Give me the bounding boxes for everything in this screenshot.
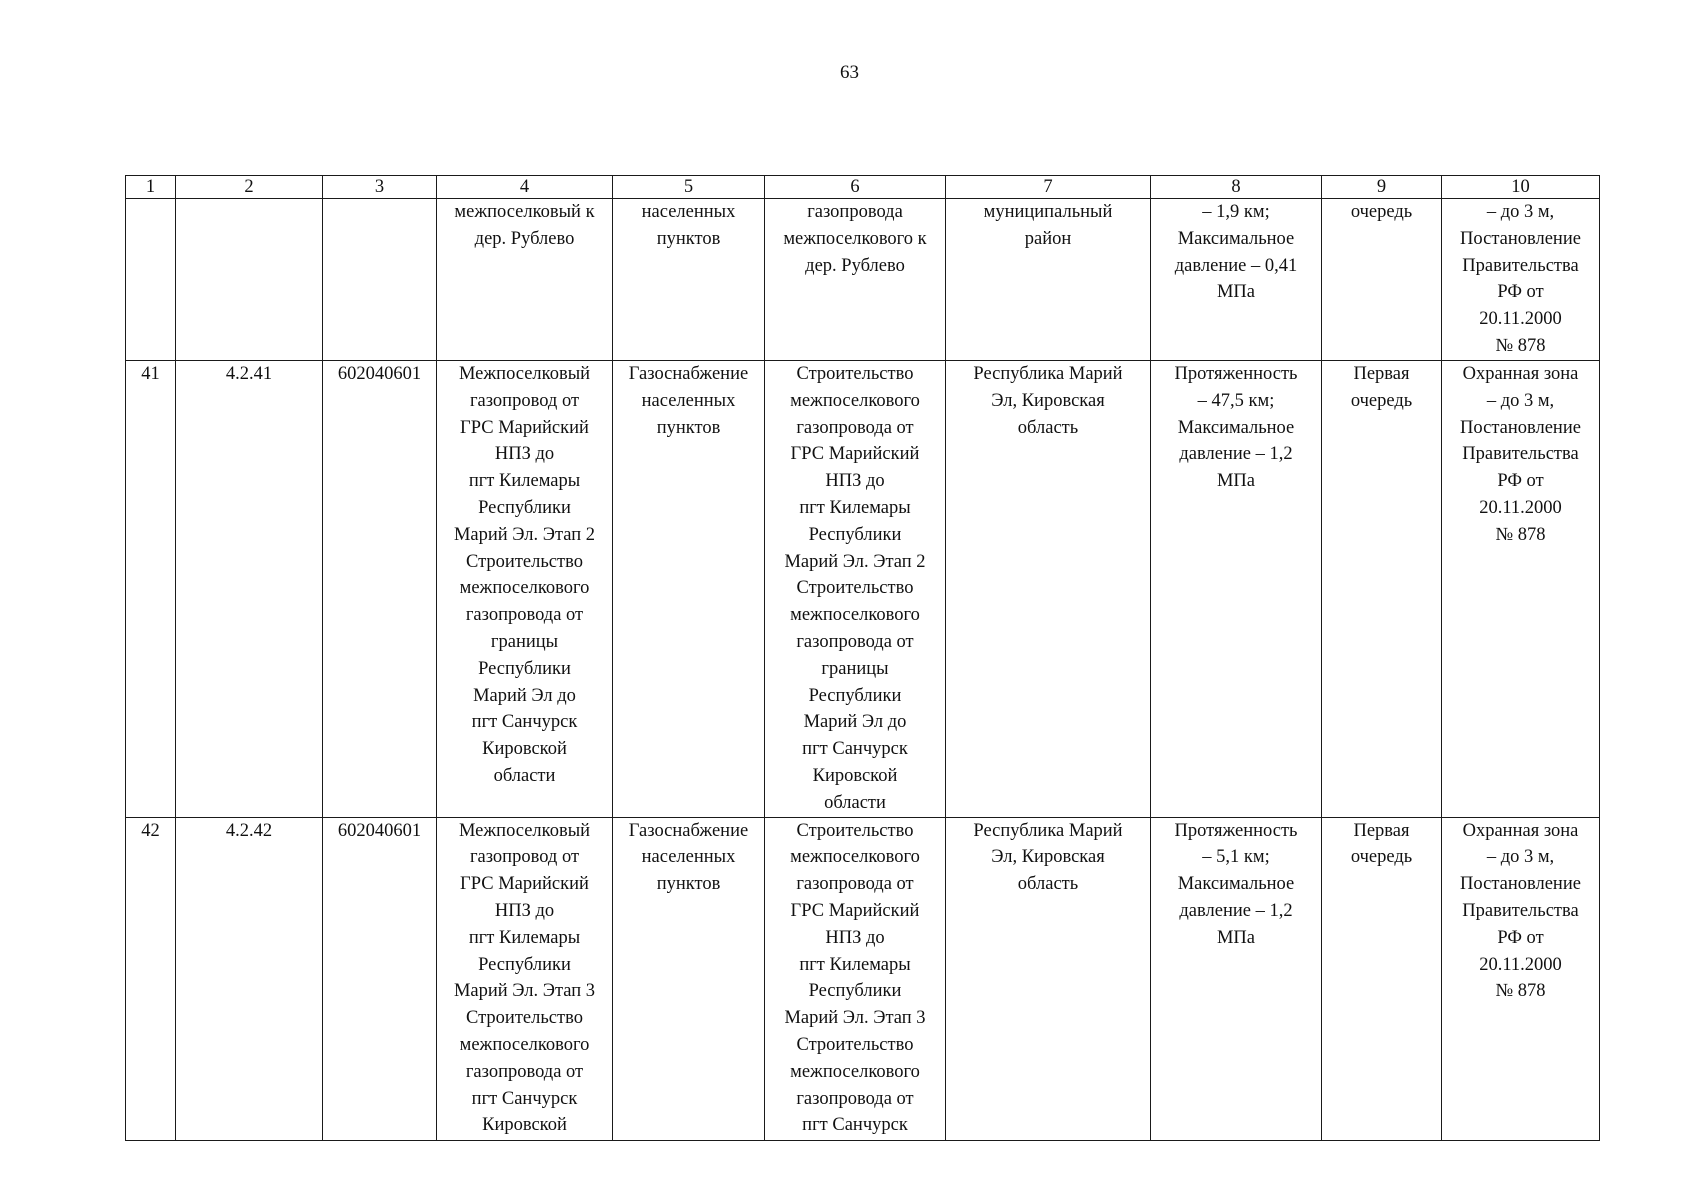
header-row	[126, 176, 1600, 199]
table-cell	[323, 199, 437, 361]
table-cell: муниципальный район	[946, 199, 1151, 361]
table-cell: Охранная зона – до 3 м, Постановление Правительства РФ от 20.11.2000 № 878	[1442, 817, 1600, 1140]
header-cell: 4	[437, 176, 613, 199]
table-cell: 4.2.41	[176, 361, 323, 818]
table-cell: населенных пунктов	[613, 199, 765, 361]
table-cell: Охранная зона – до 3 м, Постановление Правительства РФ от 20.11.2000 № 878	[1442, 361, 1600, 818]
header-cell: 7	[946, 176, 1151, 199]
table-cell: Строительство межпоселкового газопровода от ГРС Марийский НПЗ до пгт Килемары Республики Марий Эл. Этап 3 Строительство межпоселкового газопровода от пгт Санчурск	[765, 817, 946, 1140]
table-cell: 41	[126, 361, 176, 818]
table-cell: газопровода межпоселкового к дер. Рублево	[765, 199, 946, 361]
header-cell: 9	[1322, 176, 1442, 199]
header-cell: 3	[323, 176, 437, 199]
table-cell: Республика Марий Эл, Кировская область	[946, 817, 1151, 1140]
header-cell: 2	[176, 176, 323, 199]
table-cell: Строительство межпоселкового газопровода от ГРС Марийский НПЗ до пгт Килемары Республики Марий Эл. Этап 2 Строительство межпоселкового газопровода от границы Республики Марий Эл до пгт Санчурск Кировской области	[765, 361, 946, 818]
table-cell: Протяженность – 47,5 км; Максимальное давление – 1,2 МПа	[1151, 361, 1322, 818]
table-cell: Межпоселковый газопровод от ГРС Марийский НПЗ до пгт Килемары Республики Марий Эл. Этап 3 Строительство межпоселкового газопровода от пгт Санчурск Кировской	[437, 817, 613, 1140]
table-cell: – 1,9 км; Максимальное давление – 0,41 МПа	[1151, 199, 1322, 361]
table-cell: Первая очередь	[1322, 817, 1442, 1140]
table-cell	[126, 199, 176, 361]
header-cell: 10	[1442, 176, 1600, 199]
table-cell	[176, 199, 323, 361]
table-cell: Первая очередь	[1322, 361, 1442, 818]
table-cell: Газоснабжение населенных пунктов	[613, 361, 765, 818]
table-cell: очередь	[1322, 199, 1442, 361]
table-cell: 4.2.42	[176, 817, 323, 1140]
header-cell: 5	[613, 176, 765, 199]
data-table	[125, 175, 1600, 1141]
header-cell: 8	[1151, 176, 1322, 199]
table-cell: межпоселковый к дер. Рублево	[437, 199, 613, 361]
table-row	[126, 361, 1600, 818]
header-cell: 1	[126, 176, 176, 199]
table-cell: Газоснабжение населенных пунктов	[613, 817, 765, 1140]
table-cell: – до 3 м, Постановление Правительства РФ от 20.11.2000 № 878	[1442, 199, 1600, 361]
table-cell: 602040601	[323, 817, 437, 1140]
table-row	[126, 817, 1600, 1140]
table-row	[126, 199, 1600, 361]
table-cell: 42	[126, 817, 176, 1140]
table-cell: Межпоселковый газопровод от ГРС Марийский НПЗ до пгт Килемары Республики Марий Эл. Этап 2 Строительство межпоселкового газопровода от границы Республики Марий Эл до пгт Санчурск Кировской области	[437, 361, 613, 818]
table-cell: 602040601	[323, 361, 437, 818]
table-cell: Республика Марий Эл, Кировская область	[946, 361, 1151, 818]
header-cell: 6	[765, 176, 946, 199]
page-number: 63	[840, 62, 859, 83]
table-cell: Протяженность – 5,1 км; Максимальное давление – 1,2 МПа	[1151, 817, 1322, 1140]
